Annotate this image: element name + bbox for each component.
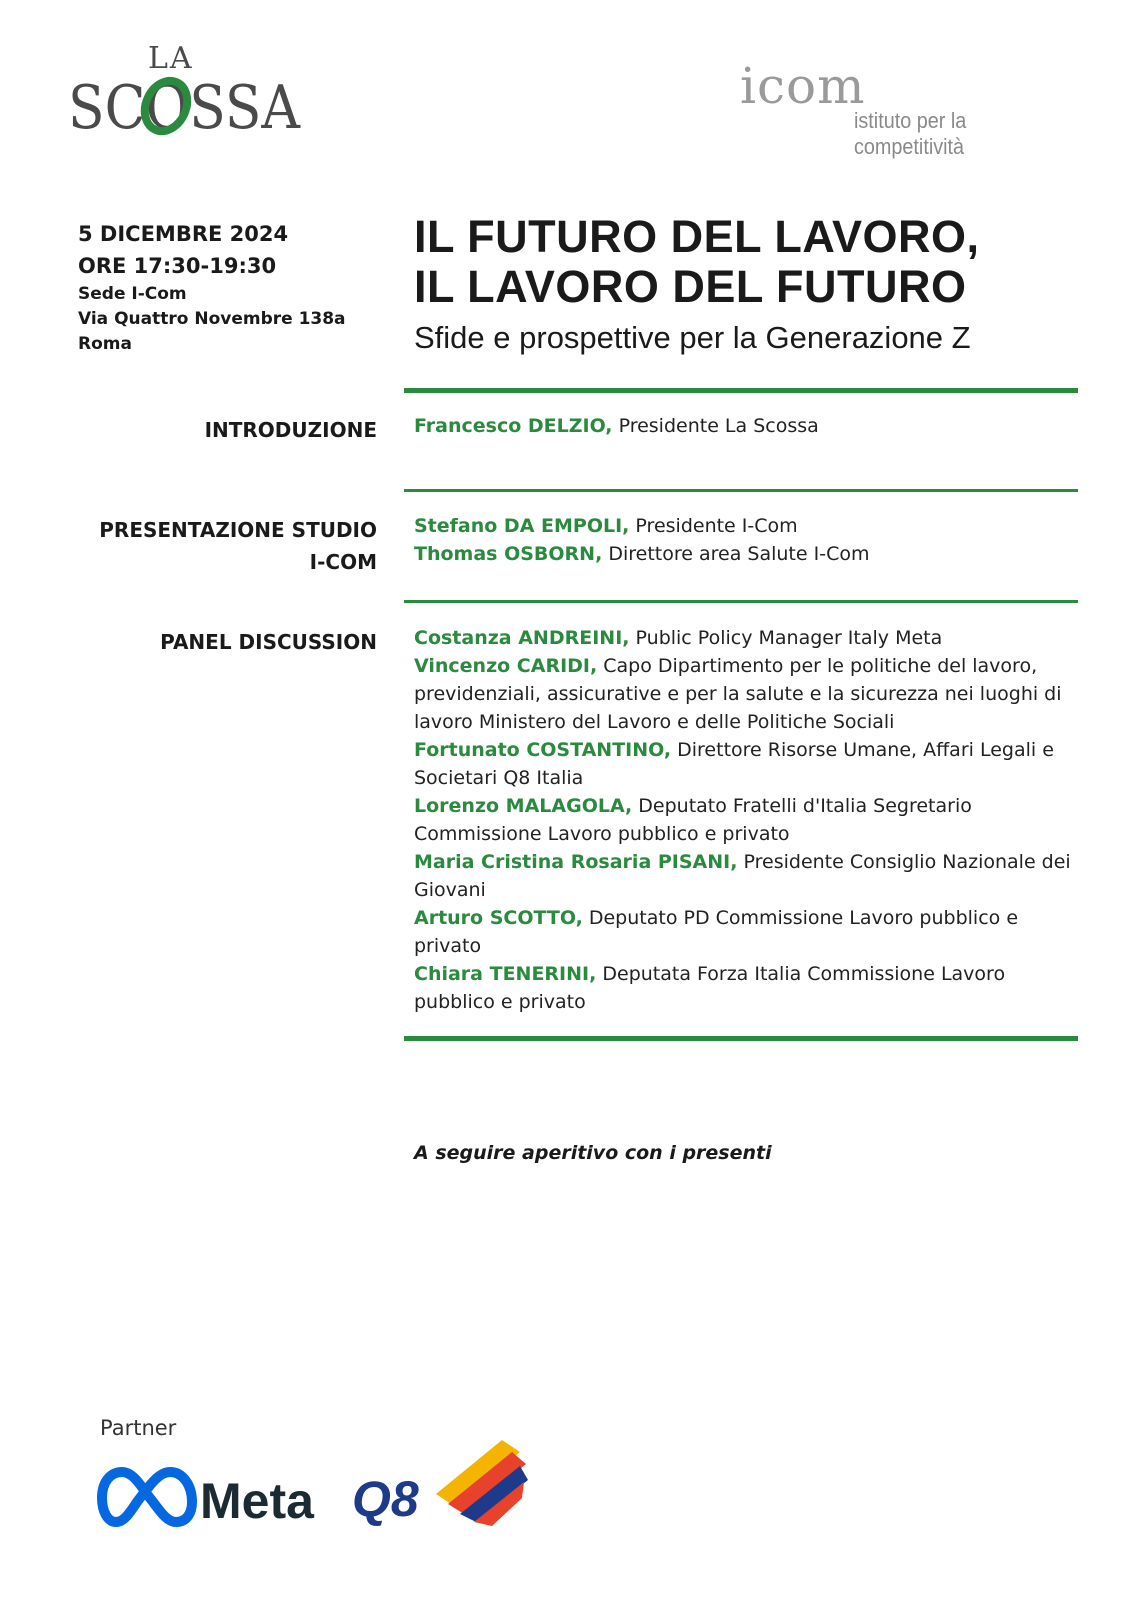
speaker-entry (414, 624, 1074, 652)
divider-top (404, 388, 1078, 393)
speaker-entry (414, 736, 1074, 792)
meta-logo (96, 1462, 336, 1532)
speaker-role: Capo Dipartimento per le politiche del lavoro, previdenziali, assicurative e per la salute e la sicurezza nei luoghi di lavoro Ministero del Lavoro e delle Politiche Sociali (414, 655, 1062, 733)
speaker-name: Francesco DELZIO, (414, 415, 613, 437)
icom-logo-tagline: istituto per la competitività (854, 108, 967, 159)
speaker-role: Presidente I-Com (629, 515, 798, 537)
speaker-name: Thomas OSBORN, (414, 543, 603, 565)
speaker-name: Vincenzo CARIDI, (414, 655, 598, 677)
event-date: 5 DICEMBRE 2024 (78, 222, 289, 246)
speaker-entry (414, 652, 1074, 736)
speaker-entry (414, 960, 1074, 1016)
divider-2 (404, 600, 1078, 603)
speaker-entry (414, 848, 1074, 904)
speaker-entry (414, 792, 1074, 848)
closing-note: A seguire aperitivo con i presenti (414, 1142, 772, 1164)
divider-1 (404, 489, 1078, 492)
section-label-presentazione-line-2: I-COM (309, 550, 377, 574)
speaker-role: Deputata Forza Italia Commissione Lavoro pubblico e privato (414, 963, 1006, 1013)
speaker-name: Costanza ANDREINI, (414, 627, 630, 649)
speaker-role: Deputato Fratelli d'Italia Segretario Commissione Lavoro pubblico e privato (414, 795, 972, 845)
section-label-presentazione (77, 514, 377, 578)
speaker-role: Presidente Consiglio Nazionale dei Giovani (414, 851, 1071, 901)
divider-bottom (404, 1036, 1078, 1041)
q8-logo (352, 1434, 542, 1534)
partner-label: Partner (100, 1416, 177, 1440)
speaker-entry (414, 904, 1074, 960)
q8-logo-word: Q8 (352, 1471, 419, 1527)
speaker-name: Maria Cristina Rosaria PISANI, (414, 851, 738, 873)
speaker-name: Lorenzo MALAGOLA, (414, 795, 633, 817)
speaker-entry (414, 412, 1074, 440)
section-label-presentazione-line-1: PRESENTAZIONE STUDIO (99, 518, 377, 542)
speaker-role: Direttore area Salute I-Com (602, 543, 870, 565)
speaker-role: Public Policy Manager Italy Meta (629, 627, 943, 649)
event-address: Via Quattro Novembre 138a (78, 309, 346, 329)
speaker-name: Arturo SCOTTO, (414, 907, 583, 929)
speaker-entry (414, 512, 1074, 540)
meta-infinity-icon (102, 1472, 192, 1522)
speaker-entry (414, 540, 1074, 568)
section-label-introduzione: INTRODUZIONE (204, 418, 377, 442)
meta-logo-word: Meta (200, 1473, 314, 1529)
title-line-2: IL LAVORO DEL FUTURO (414, 261, 967, 312)
q8-sails-icon (436, 1440, 528, 1526)
speakers-panel (414, 624, 1074, 1016)
speaker-role: Presidente La Scossa (612, 415, 819, 437)
event-info (78, 218, 378, 357)
la-scossa-logo-top: LA (148, 41, 194, 76)
la-scossa-logo (68, 40, 308, 136)
event-venue: Sede I-Com (78, 284, 187, 304)
speaker-role: Direttore Risorse Umane, Affari Legali e Societari Q8 Italia (414, 739, 1054, 789)
speakers-presentazione (414, 512, 1074, 568)
speaker-name: Chiara TENERINI, (414, 963, 597, 985)
event-title (414, 212, 1114, 358)
speaker-role: Deputato PD Commissione Lavoro pubblico e privato (414, 907, 1019, 957)
icom-logo (740, 56, 1080, 159)
section-label-panel: PANEL DISCUSSION (160, 630, 377, 654)
title-line-1: IL FUTURO DEL LAVORO, (414, 211, 980, 262)
event-city: Roma (78, 334, 132, 354)
event-time: ORE 17:30-19:30 (78, 254, 277, 278)
icom-logo-word: icom (740, 57, 866, 115)
la-scossa-logo-bottom: SCOSSA (68, 73, 301, 136)
speakers-introduzione (414, 412, 1074, 440)
speaker-name: Stefano DA EMPOLI, (414, 515, 630, 537)
event-subtitle: Sfide e prospettive per la Generazione Z (414, 320, 971, 355)
speaker-name: Fortunato COSTANTINO, (414, 739, 672, 761)
